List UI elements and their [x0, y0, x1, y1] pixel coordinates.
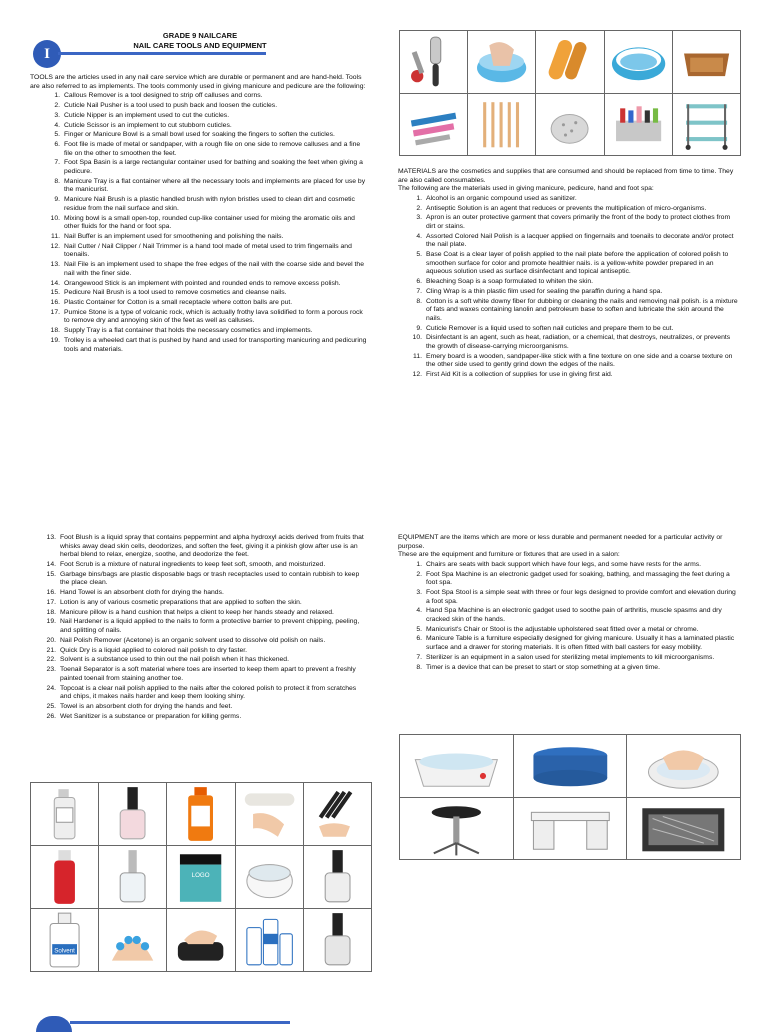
list-item: 17. Lotion is any of various cosmetic preparations that are applied to soften the skin. — [46, 598, 302, 606]
tools-image-grid — [399, 30, 741, 156]
list-item: 6. Manicure Table is a furniture especially designed for giving manicure. Usually it has a laminated plastic surface and a drawer for storing materials. It is often fitted with ball casters for easy mobility. — [416, 635, 735, 652]
list-item: 22. Solvent is a substance used to thin out the nail polish when it has thickened. — [46, 656, 289, 664]
manicurist-stool-image — [400, 798, 513, 860]
materials-continued-section — [30, 534, 368, 723]
manicure-bowl-image — [468, 31, 535, 93]
equipment-intro: EQUIPMENT are the items which are more or less durable and permanent needed for a particular activity or purpose. — [398, 534, 723, 550]
nail-hardener-image — [99, 846, 166, 908]
list-item: 1. Chairs are seats with back support which have four legs, and some have rests for the arms. — [416, 560, 702, 568]
list-item: 3. Foot Spa Stool is a simple seat with three or four legs designed to provide comfort and elevation during a foot spa. — [416, 588, 736, 605]
topcoat-bottle-image — [304, 909, 371, 971]
list-item: 16. Hand Towel is an absorbent cloth for drying the hands. — [46, 589, 224, 597]
equipment-image-grid — [399, 734, 741, 860]
foot-spa-stool-image — [514, 735, 627, 797]
list-item: 2. Antiseptic Solution is an agent that reduces or prevents the multiplication of micro-organisms. — [416, 204, 707, 212]
list-item: 13. Foot Blush is a liquid spray that contains peppermint and alpha hydroxyl acids derived from fruits that whisks away dead skin cells, deodorizes, and soften the feet, giving it a pinkish glow after use is an herbal blend to relax, energize, soothe, and deodorize the feet. — [46, 534, 364, 559]
materials-lead: The following are the materials used in giving manicure, pedicure, hand and foot spa: — [398, 185, 654, 193]
equipment-lead: These are the equipment and furniture or fixtures that are used in a salon: — [398, 551, 620, 559]
list-item: 26. Wet Sanitizer is a substance or preparation for killing germs. — [46, 712, 242, 720]
cling-wrap-image — [236, 783, 303, 845]
list-item: 10. Mixing bowl is a small open-top, rounded cup-like container used for mixing the aromatic oils and other fluids for the hand or foot spa. — [50, 214, 355, 231]
list-item: 12. Nail Cutter / Nail Clipper / Nail Trimmer is a hand tool made of metal used to trim fingernails and toenails. — [50, 242, 352, 259]
grade-heading: GRADE 9 NAILCARE — [162, 31, 238, 40]
solvent-bottle-image — [31, 909, 98, 971]
equipment-section — [398, 534, 740, 673]
list-item: 8. Manicure Tray is a flat container where all the necessary tools and implements are placed for use by the manicurist. — [54, 177, 366, 194]
lesson-badge: I — [33, 40, 61, 68]
foot-spa-machine-image — [400, 735, 513, 797]
list-item: 3. Apron is an outer protective garment that covers primarily the front of the body to protect clothes from dirt or stains. — [416, 214, 731, 230]
manicure-pillow-image — [167, 909, 234, 971]
tools-list — [30, 92, 368, 354]
list-item: 15. Garbage bins/bags are plastic disposable bags or trash receptacles used to contain rubbish to keep the place clean. — [46, 570, 360, 587]
list-item: 5. Manicurist's Chair or Stool is the adjustable upholstered seat fitted over a metal or chrome. — [416, 625, 699, 633]
subtitle-heading: NAIL CARE TOOLS AND EQUIPMENT — [133, 41, 267, 50]
pumice-stone-image — [536, 94, 603, 156]
materials-intro: MATERIALS are the cosmetics and supplies that are consumed and should be replaced from time to time. They are also called consumables. — [398, 168, 734, 184]
trolley-image — [673, 94, 740, 156]
next-page-badge-edge — [36, 1016, 72, 1032]
list-item: 4. Hand Spa Machine is an electronic gadget used to soothe pain of arthritis, muscle spasms and dry cracked skin of the hands. — [416, 607, 722, 623]
materials-section — [398, 168, 740, 381]
list-item: 12. First Aid Kit is a collection of supplies for use in giving first aid. — [412, 371, 613, 379]
list-item: 6. Bleaching Soap is a soap formulated to whiten the skin. — [416, 278, 594, 286]
foot-file-image — [536, 31, 603, 93]
list-item: 19. Nail Hardener is a liquid applied to the nails to form a protective barrier to prevent chipping, peeling, and splitting of nails. — [46, 618, 360, 635]
list-item: 9. Cuticle Remover is a liquid used to soften nail cuticles and prepare them to be cut. — [416, 324, 674, 332]
emery-board-image — [304, 783, 371, 845]
foot-spa-basin-image — [605, 31, 672, 93]
orangewood-stick-image — [468, 94, 535, 156]
tools-section — [30, 74, 368, 355]
solvent-label: Solvent — [54, 947, 75, 955]
sterilizer-image — [627, 798, 740, 860]
list-item: 2. Cuticle Nail Pusher is a tool used to push back and loosen the cuticles. — [54, 101, 278, 109]
nail-brush-image — [400, 94, 467, 156]
list-item: 10. Disinfectant is an agent, such as heat, radiation, or a chemical, that destroys, neutralizes, or prevents the growth of disease-carrying microorganisms. — [412, 334, 731, 350]
foot-spray-image — [31, 846, 98, 908]
materials-image-grid — [30, 782, 372, 972]
equipment-list — [398, 561, 740, 672]
list-item: 23. Toenail Separator is a soft material where toes are inserted to keep them apart to prevent a freshly painted toenail from staining another toe. — [46, 666, 356, 682]
list-item: 16. Plastic Container for Cotton is a small receptacle where cotton balls are put. — [50, 299, 293, 307]
list-item: 4. Cuticle Scissor is an implement to cut stubborn cuticles. — [54, 121, 232, 129]
antiseptic-bottle-image — [31, 783, 98, 845]
list-item: 20. Nail Polish Remover (Acetone) is an organic solvent used to dissolve old polish on nails. — [46, 636, 326, 644]
list-item: 13. Nail File is an implement used to shape the free edges of the nail with the coarse side and bevel the nail with the finer side. — [50, 261, 364, 277]
list-item: 25. Towel is an absorbent cloth for drying the hands and feet. — [46, 702, 233, 710]
tools-intro: TOOLS are the articles used in any nail care service which are durable or permanent and are hand-held. Tools are also referred to as implements. The tools commonly used in giving manicure and pedicure are the following: — [30, 74, 366, 90]
list-item: 5. Finger or Manicure Bowl is a small bowl used for soaking the fingers to soften the cuticles. — [54, 131, 335, 139]
logo-label: LOGO — [192, 872, 210, 879]
list-item: 21. Quick Dry is a liquid applied to colored nail polish to dry faster. — [46, 646, 248, 654]
list-item: 18. Manicure pillow is a hand cushion that helps a client to keep her hands steady and relaxed. — [46, 608, 334, 616]
list-item: 7. Sterilizer is an equipment in a salon used for sterilizing metal implements to kill microorganisms. — [416, 653, 715, 661]
materials-list-continued — [30, 534, 368, 721]
list-item: 9. Manicure Nail Brush is a plastic handled brush with nylon bristles used to clean dirt and cosmetic residue from the nail surface and skin. — [54, 196, 355, 212]
callous-remover-image — [400, 31, 467, 93]
toe-separator-image — [99, 909, 166, 971]
list-item: 1. Alcohol is an organic compound used as sanitizer. — [416, 194, 577, 202]
wet-sanitizer-image — [236, 909, 303, 971]
list-item: 15. Pedicure Nail Brush is a tool used to remove cosmetics and cleanse nails. — [50, 289, 287, 297]
hand-spa-machine-image — [627, 735, 740, 797]
manicure-table-image — [514, 798, 627, 860]
page-title — [110, 31, 290, 51]
list-item: 7. Foot Spa Basin is a large rectangular container used for bathing and soaking the feet when giving a pedicure. — [54, 159, 363, 176]
list-item: 18. Supply Tray is a flat container that holds the necessary cosmetics and implements. — [50, 327, 313, 335]
list-item: 14. Orangewood Stick is an implement with pointed and rounded ends to remove excess polish. — [50, 279, 341, 287]
header-rule — [58, 52, 266, 55]
list-item: 11. Emery board is a wooden, sandpaper-like stick with a fine texture on one side and a coarse texture on the other side used to gently grind down the edges of the nails. — [413, 352, 733, 369]
list-item: 7. Cling Wrap is a thin plastic film used for sealing the paraffin during a hand spa. — [416, 287, 663, 295]
list-item: 6. Foot file is made of metal or sandpaper, with a rough file on one side to remove calluses and a fine file on the other to smoothen the feet. — [54, 141, 361, 157]
list-item: 5. Base Coat is a clear layer of polish applied to the nail plate before the application of colored polish to smoothen surface for color and promote healthier nails. is a yellow-white powder prepared in an aqueous solution used as surface disinfectant and topical antiseptic. — [416, 251, 729, 276]
materials-list — [398, 195, 740, 380]
list-item: 14. Foot Scrub is a mixture of natural ingredients to keep feet soft, smooth, and moisturized. — [46, 560, 326, 568]
manicure-tray-image — [673, 31, 740, 93]
list-item: 11. Nail Buffer is an implement used for smoothening and polishing the nails. — [51, 232, 284, 240]
quick-dry-bottle-image — [304, 846, 371, 908]
supply-tray-image — [605, 94, 672, 156]
list-item: 8. Timer is a device that can be preset to start or stop something at a given time. — [416, 663, 660, 671]
list-item: 4. Assorted Colored Nail Polish is a lacquer applied on fingernails and toenails to decorate and/or protect the nail plate. — [416, 232, 734, 249]
list-item: 24. Topcoat is a clear nail polish applied to the nails after the colored polish to protect it from scratches and chips, it makes nails harder and keep them looking shiny. — [46, 684, 357, 701]
list-item: 8. Cotton is a soft white downy fiber for dubbing or cleaning the nails and removing nail polish. is a mixture of fats and waxes containing lanolin and petroleum base to soften and lubricate the skin around the nails. — [416, 297, 738, 322]
list-item: 19. Trolley is a wheeled cart that is pushed by hand and used for transporting manicuring and pedicuring tools and materials. — [50, 337, 367, 353]
acetone-bottle-image — [167, 783, 234, 845]
nail-polish-pink-image — [99, 783, 166, 845]
list-item: 1. Callous Remover is a tool designed to strip off calluses and corns. — [54, 92, 263, 100]
list-item: 3. Cuticle Nipper is an implement used to cut the cuticles. — [54, 111, 230, 119]
foot-scrub-jar-image — [167, 846, 234, 908]
lotion-jar-image — [236, 846, 303, 908]
list-item: 2. Foot Spa Machine is an electronic gadget used for soaking, bathing, and massaging the feet during a foot spa. — [416, 570, 730, 587]
list-item: 17. Pumice Stone is a type of volcanic rock, which is actually frothy lava solidified to form a porous rock to remove dry and annoying skin of the feet as well as calluses. — [50, 308, 363, 325]
